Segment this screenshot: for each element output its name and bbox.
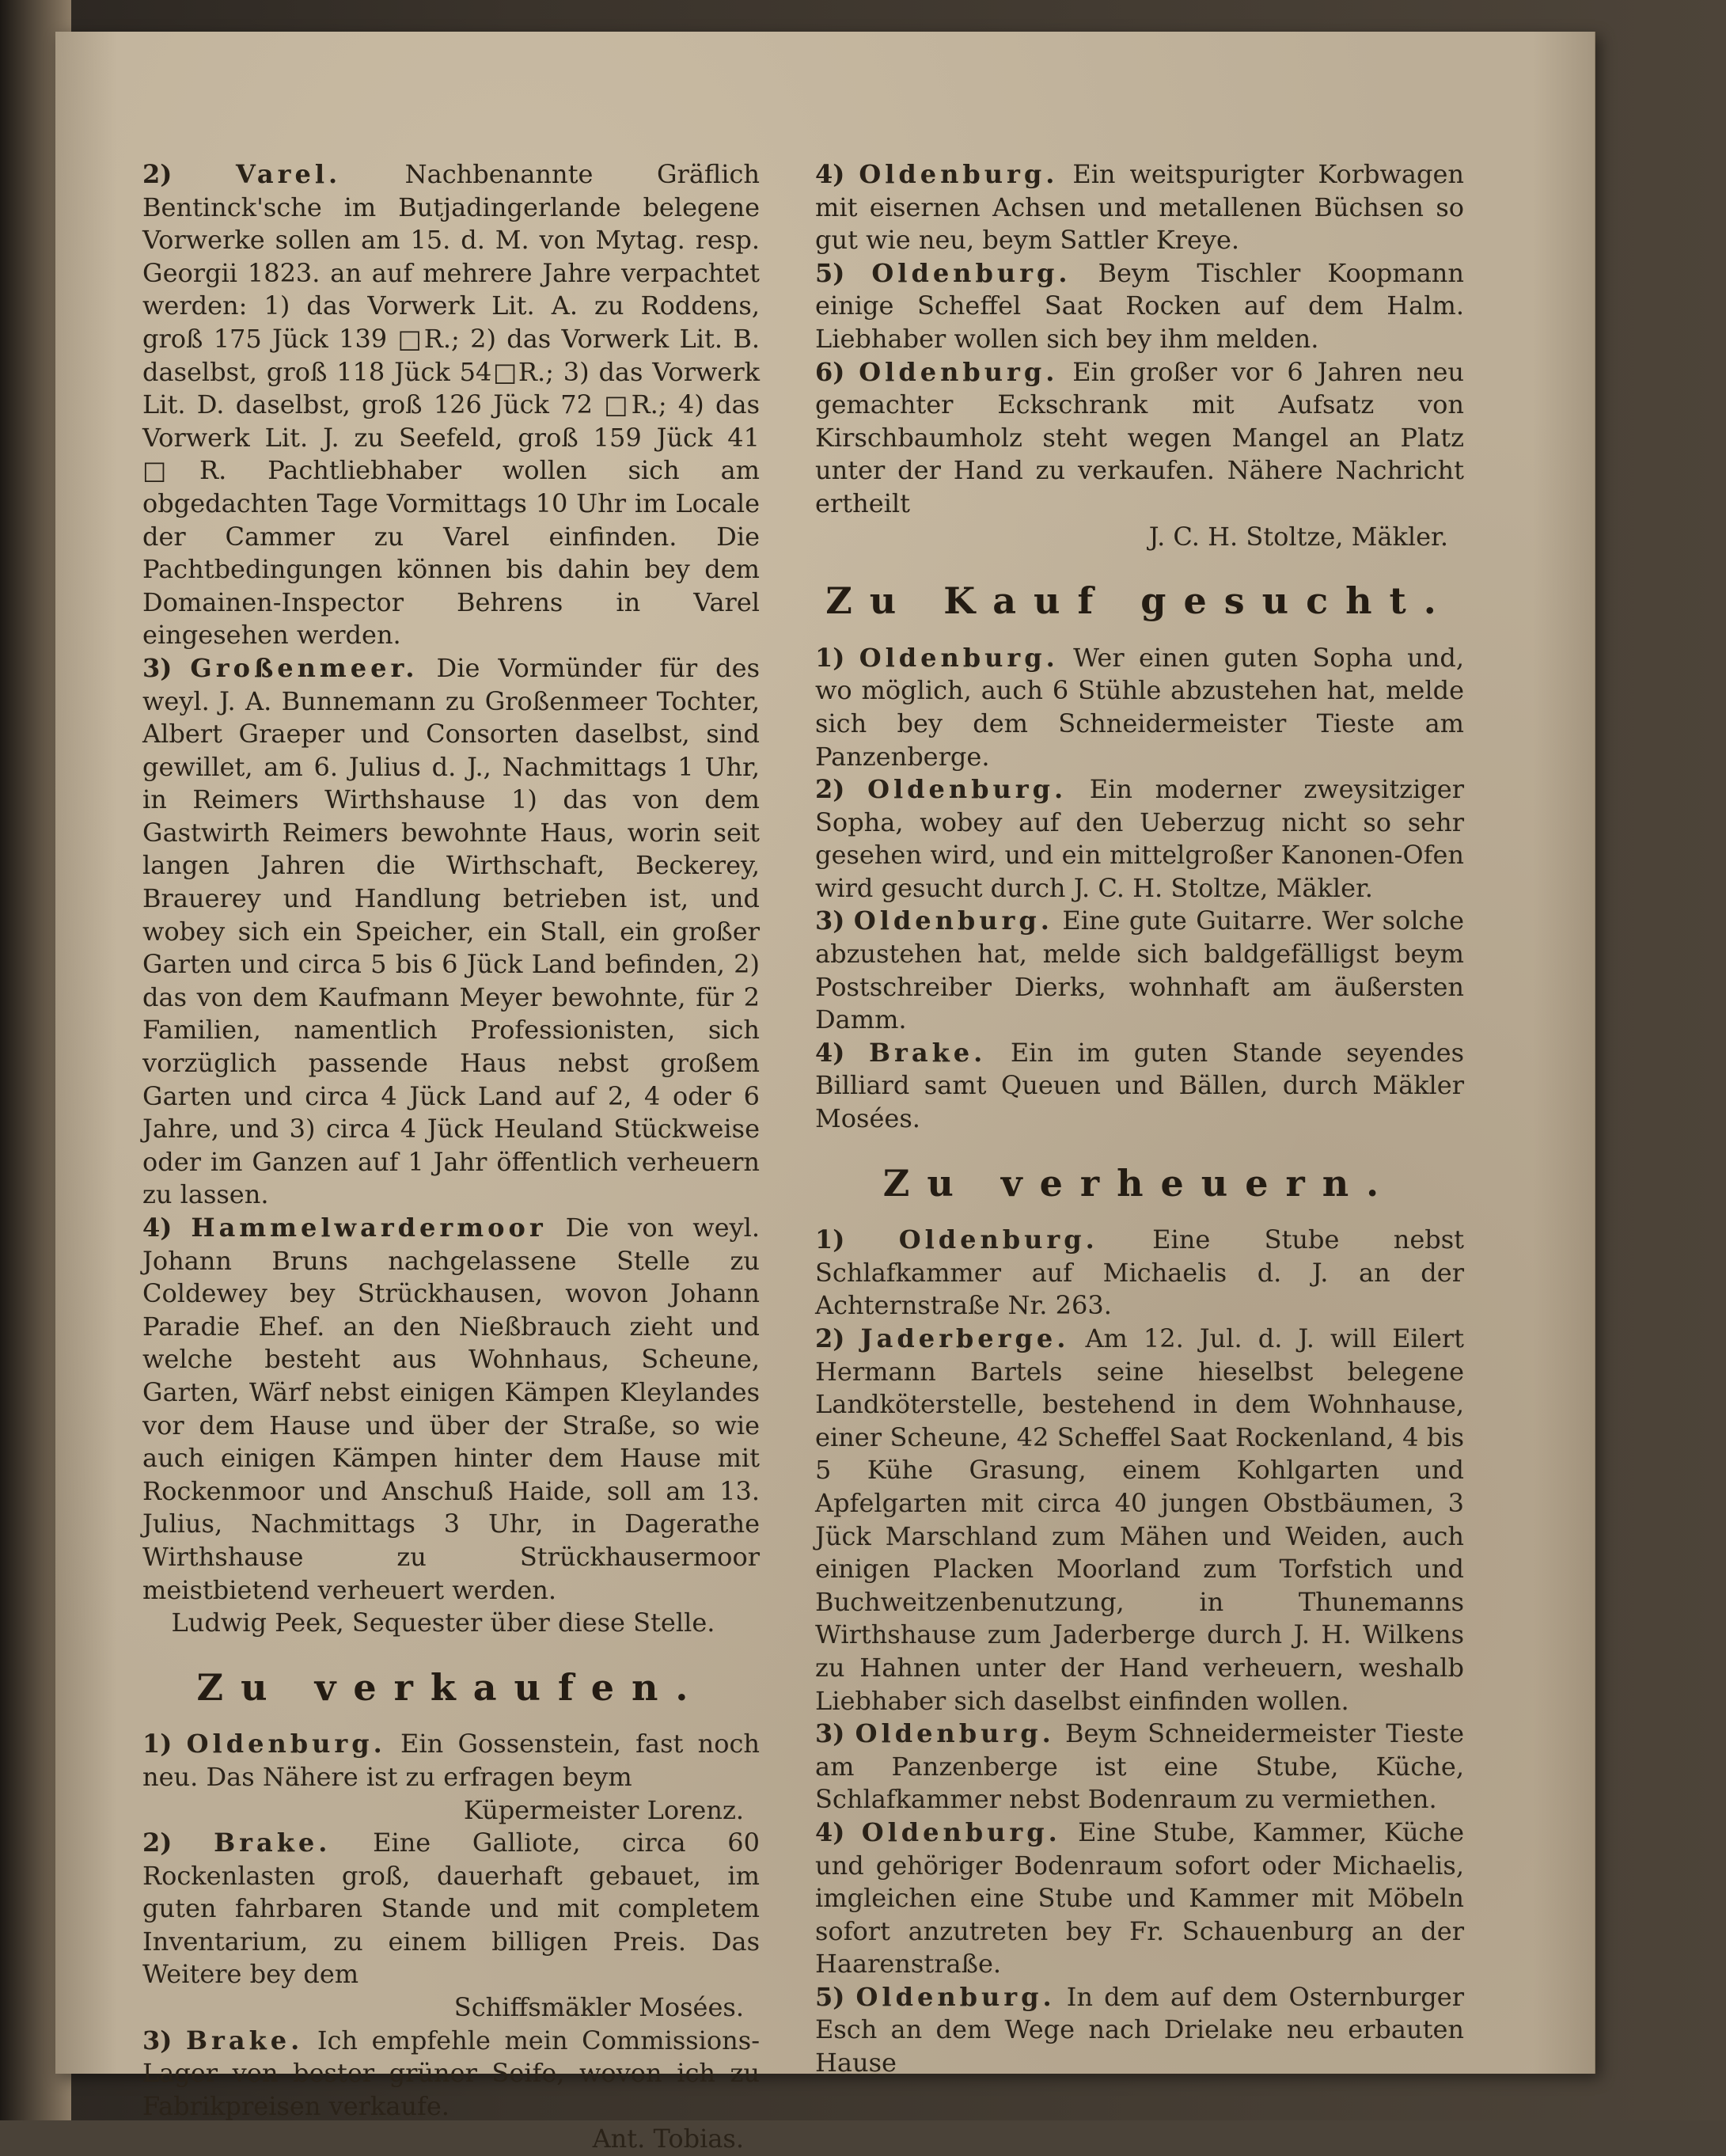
- signature-sequester: Ludwig Peek, Sequester über diese Stelle.: [171, 1608, 715, 1638]
- buy-billiard: 4) Brake. Ein im guten Stande seyendes Billiard samt Queuen und Bällen, durch Mäkler Mosées.: [815, 1037, 1464, 1134]
- sell-brake-galliote: 2) Brake. Eine Galliote, circa 60 Rockenlasten groß, dauerhaft gebauet, im guten fahrbaren Stande und mit completem Inventarium, zu einem billigen Preis. Das Weitere bey dem: [142, 1828, 761, 1990]
- left-column: [142, 158, 760, 2156]
- newspaper-page: [55, 32, 1595, 2154]
- notice-varel: 2) Varel. Nachbenannte Gräflich Bentinck'sche im Butjadingerlande belegene Vorwerke sollen am 15. d. M. von Mytag. resp. Georgii 1823. an auf mehrere Jahre verpachtet werden: 1) das Vorwerk Lit. A. zu Roddens, groß 175 Jück 139 □R.; 2) das Vorwerk Lit. B. daselbst, groß 118 Jück 54□R.; 3) das Vorwerk Lit. D. daselbst, groß 126 Jück 72 □R.; 4) das Vorwerk Lit. J. zu Seefeld, groß 159 Jück 41 □R. Pachtliebhaber wollen sich am obgedachten Tage Vormittags 10 Uhr im Locale der Cammer zu Varel einfinden. Die Pachtbedingungen können bis dahin bey dem Domainen-Inspector Behrens in Varel eingesehen werden.: [142, 159, 761, 651]
- rent-panzenberge: 3) Oldenburg. Beym Schneidermeister Tieste am Panzenberge ist eine Stube, Küche, Schlafkammer nebst Bodenraum zu vermiethen.: [815, 1718, 1465, 1815]
- heading-zu-verkaufen: Zu verkaufen.: [196, 1665, 706, 1709]
- sell-korbwagen: 4) Oldenburg. Ein weitspurigter Korbwagen mit eisernen Achsen und metallenen Büchsen so gut wie neu, beym Sattler Kreye.: [815, 159, 1465, 256]
- sell-eckschrank: 6) Oldenburg. Ein großer vor 6 Jahren neu gemachter Eckschrank mit Aufsatz von Kirschbaumholz steht wegen Mangel an Platz unter der Hand zu verkaufen. Nähere Nachricht ertheilt: [815, 356, 1465, 518]
- signature-lorenz: Küpermeister Lorenz.: [463, 1794, 744, 1825]
- buy-sopha: 1) Oldenburg. Wer einen guten Sopha und, wo möglich, auch 6 Stühle abzustehen hat, melde sich bey dem Schneidermeister Tieste am Panzenberge.: [815, 642, 1464, 772]
- signature-stoltze: J. C. H. Stoltze, Mäkler.: [1148, 521, 1448, 552]
- notice-hammelwardermoor: 4) Hammelwardermoor Die von weyl. Johann Bruns nachgelassene Stelle zu Coldewey bey Strückhausen, wovon Johann Paradie Ehef. an den Nießbrauch zieht und welche besteht aus Wohnhaus, Scheune, Garten, Wärf nebst einigen Kämpen Kleylandes vor dem Hause und über der Straße, so wie auch einigen Kämpen hinter dem Hause mit Rockenmoor und Anschuß Haide, soll am 13. Julius, Nachmittags 3 Uhr, in Dagerathe Wirthshause zu Strückhausermoor meistbietend verheuert werden.: [142, 1213, 761, 1605]
- signature-tobias: Ant. Tobias.: [592, 2124, 744, 2154]
- buy-guitarre: 3) Oldenburg. Eine gute Guitarre. Wer solche abzustehen hat, melde sich baldgefälligst beym Postschreiber Dierks, wohnhaft am äußersten Damm.: [815, 905, 1465, 1035]
- rent-jaderberge: 2) Jaderberge. Am 12. Jul. d. J. will Eilert Hermann Bartels seine hieselbst belegene Landköterstelle, bestehend in dem Wohnhause, einer Scheune, 42 Scheffel Saat Rockenland, 4 bis 5 Kühe Grasung, einem Kohlgarten und Apfelgarten mit circa 40 jungen Obstbäumen, 3 Jück Marschland zum Mähen und Weiden, auch einigen Placken Moorland zum Torfstich und Buchweitzenbenutzung, in Thunemanns Wirthshause zum Jaderberge durch J. H. Wilkens zu Hahnen unter der Hand verheuern, weshalb Liebhaber sich daselbst einfinden wollen.: [815, 1323, 1465, 1716]
- sell-saat-rocken: 5) Oldenburg. Beym Tischler Koopmann einige Scheffel Saat Rocken auf dem Halm. Liebhaber wollen sich bey ihm melden.: [815, 257, 1465, 354]
- buy-zweysitziger-sopha: 2) Oldenburg. Ein moderner zweysitziger Sopha, wobey auf den Ueberzug nicht so sehr gesehen wird, und ein mittelgroßer Kanonen-Ofen wird gesucht durch J. C. H. Stoltze, Mäkler.: [815, 774, 1465, 903]
- sell-oldenburg: 1) Oldenburg. Ein Gossenstein, fast noch neu. Das Nähere ist zu erfragen beym: [142, 1729, 761, 1792]
- rent-stube-achternstrasse: 1) Oldenburg. Eine Stube nebst Schlafkammer auf Michaelis d. J. an der Achternstraße Nr. 263.: [815, 1224, 1465, 1321]
- sell-brake-seife: 3) Brake. Ich empfehle mein Commissions-Lager von bester grüner Seife, wovon ich zu Fabrikpreisen verkaufe.: [142, 2025, 761, 2121]
- rent-haarenstrasse: 4) Oldenburg. Eine Stube, Kammer, Küche und gehöriger Bodenraum sofort oder Michaelis, imgleichen eine Stube und Kammer mit Möbeln sofort anzutreten bey Fr. Schauenburg an der Haarenstraße.: [815, 1816, 1465, 1979]
- rent-osternburger-esch: 5) Oldenburg. In dem auf dem Osternburger Esch an dem Wege nach Drielake neu erbauten Hause: [815, 1981, 1465, 2078]
- right-column: [815, 158, 1464, 2080]
- heading-zu-verheuern: Zu verheuern.: [882, 1161, 1397, 1205]
- signature-mosees: Schiffsmäkler Mosées.: [453, 1992, 744, 2023]
- notice-grossenmeer: 3) Großenmeer. Die Vormünder für des weyl. J. A. Bunnemann zu Großenmeer Tochter, Albert Graeper und Consorten daselbst, sind gewillet, am 6. Julius d. J., Nachmittags 1 Uhr, in Reimers Wirthshause 1) das von dem Gastwirth Reimers bewohnte Haus, worin seit langen Jahren die Wirthschaft, Beckerey, Brauerey und Handlung betrieben ist, und wobey sich ein Speicher, ein Stall, ein großer Garten und circa 5 bis 6 Jück Land befinden, 2) das von dem Kaufmann Meyer bewohnte, für 2 Familien, namentlich Professionisten, sich vorzüglich passende Haus nebst großem Garten und circa 4 Jück Land auf 2, 4 oder 6 Jahre, und 3) circa 4 Jück Heuland Stückweise oder im Ganzen auf 1 Jahr öffentlich verheuern zu lassen.: [142, 652, 761, 1210]
- heading-zu-kauf-gesucht: Zu Kauf gesucht.: [825, 579, 1454, 623]
